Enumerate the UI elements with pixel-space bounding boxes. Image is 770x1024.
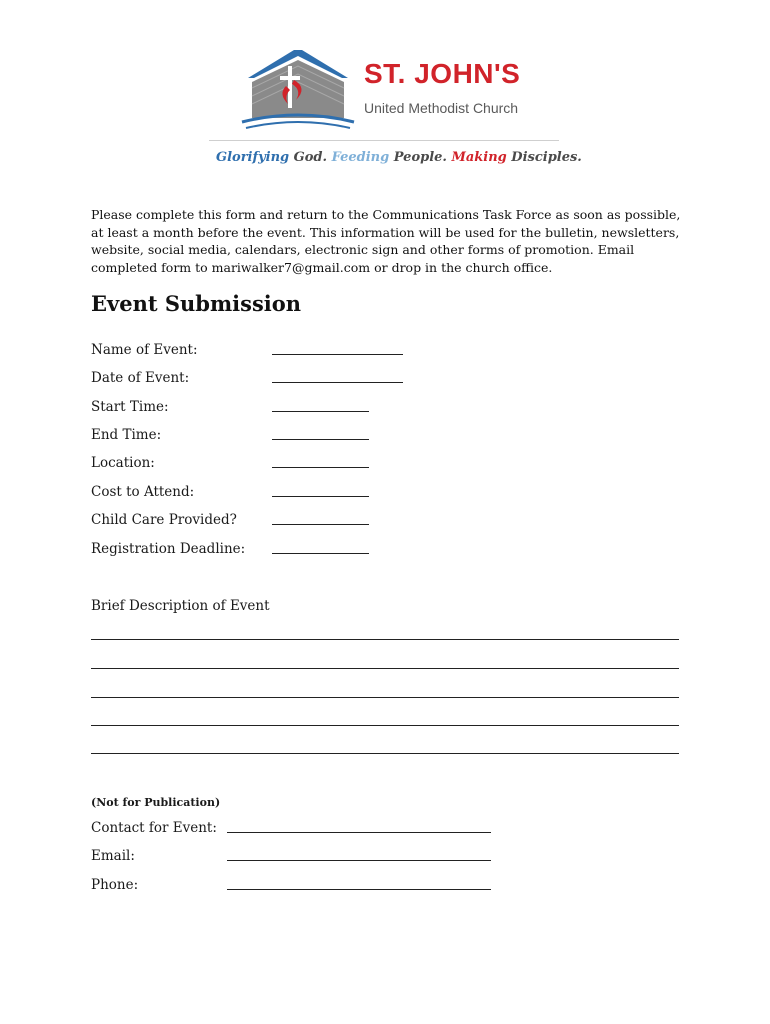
field-label: Registration Deadline:	[91, 541, 246, 557]
field-label: Location:	[91, 455, 155, 471]
description-label: Brief Description of Event	[91, 598, 270, 614]
field-blank-line[interactable]	[272, 382, 403, 383]
field-blank-line[interactable]	[272, 354, 403, 355]
field-label: Cost to Attend:	[91, 484, 195, 500]
field-label: End Time:	[91, 427, 162, 443]
field-blank-line[interactable]	[272, 553, 369, 554]
field-label: Date of Event:	[91, 370, 190, 386]
tagline-part: Feeding	[331, 150, 390, 165]
field-label: Email:	[91, 848, 135, 864]
field-blank-line[interactable]	[272, 439, 369, 440]
field-blank-line[interactable]	[272, 411, 369, 412]
field-blank-line[interactable]	[272, 496, 369, 497]
field-label: Start Time:	[91, 399, 169, 415]
not-for-publication-note: (Not for Publication)	[91, 796, 221, 809]
tagline-part: Glorifying	[216, 150, 290, 165]
field-label: Contact for Event:	[91, 820, 217, 836]
description-line[interactable]	[91, 697, 679, 698]
intro-paragraph: Please complete this form and return to the Communications Task Force as soon as possible, at least a month before the event. This information will be used for the bulletin, newsletters, website, social media, calendars, electronic sign and other forms of promotion. Email completed form to mariwalker7@gmail.com or drop in the church office.	[91, 207, 681, 275]
description-line[interactable]	[91, 668, 679, 669]
field-label: Child Care Provided?	[91, 512, 237, 528]
form-title: Event Submission	[91, 291, 302, 316]
tagline-part: People.	[389, 150, 452, 165]
field-blank-line[interactable]	[272, 467, 369, 468]
church-logo	[238, 48, 358, 132]
field-label: Name of Event:	[91, 342, 198, 358]
header-divider	[209, 140, 559, 141]
org-name: ST. JOHN'S	[364, 58, 521, 89]
field-blank-line[interactable]	[227, 889, 491, 890]
tagline-part: God.	[289, 150, 332, 165]
tagline-part: Making	[451, 150, 507, 165]
field-label: Phone:	[91, 877, 139, 893]
field-blank-line[interactable]	[227, 860, 491, 861]
org-subtitle: United Methodist Church	[364, 100, 519, 116]
description-line[interactable]	[91, 639, 679, 640]
description-line[interactable]	[91, 725, 679, 726]
tagline-part: Disciples.	[506, 150, 582, 165]
description-line[interactable]	[91, 753, 679, 754]
tagline	[216, 151, 582, 164]
field-blank-line[interactable]	[272, 524, 369, 525]
field-blank-line[interactable]	[227, 832, 491, 833]
